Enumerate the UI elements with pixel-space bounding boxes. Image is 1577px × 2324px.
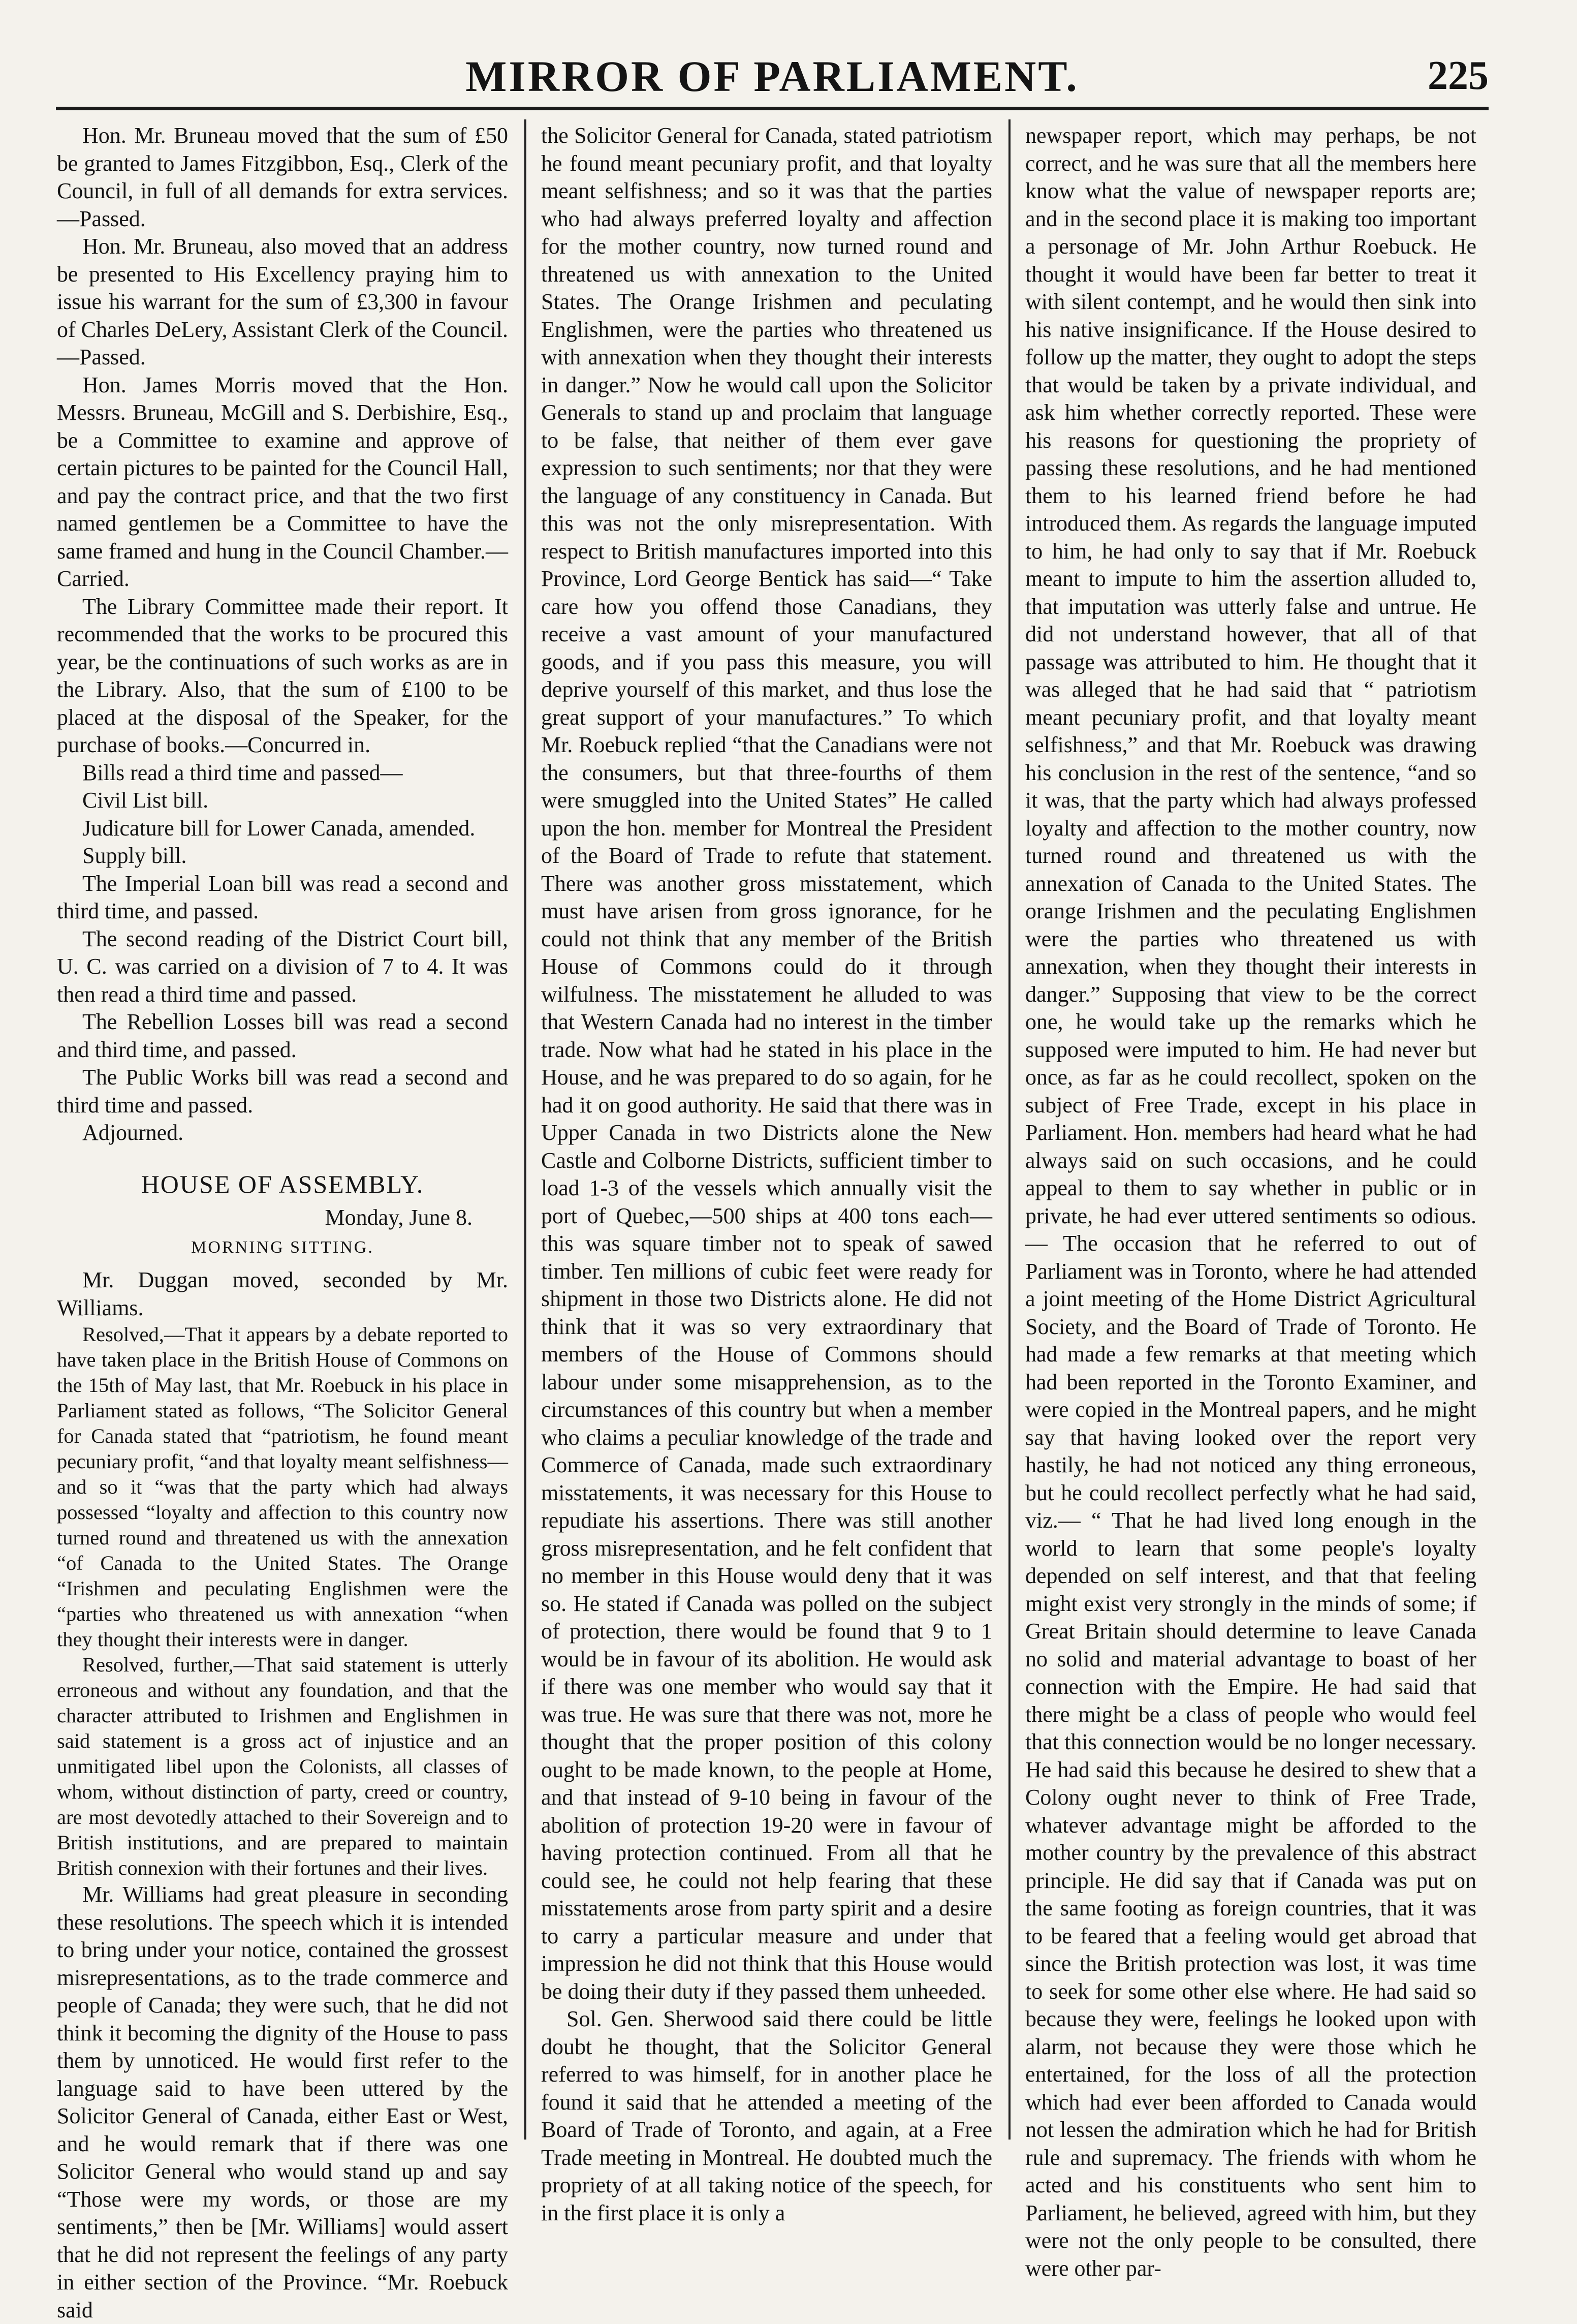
running-title: MIRROR OF PARLIAMENT. [465,52,1079,101]
column-rule-right [1008,119,1011,2140]
column-2 [541,122,992,2225]
paragraph: Hon. James Morris moved that the Hon. Messrs. Bruneau, McGill and S. Derbishire, Esq., be a Committee to examine and approve of certain pictures to be painted for the Council Hall, and pay the contract price, and that the two first named gentlemen be a Committee to have the same framed and hung in the Council Chamber.—Carried. [57,372,508,591]
paragraph: The Library Committee made their report. It recommended that the works to be procured this year, be the continuations of such works as are in the Library. Also, that the sum of £100 to be placed at the disposal of the Speaker, for the purchase of books.—Concurred in. [57,594,508,757]
paragraph: Judicature bill for Lower Canada, amended. [82,815,476,841]
paragraph: Mr. Williams had great pleasure in seconding these resolutions. The speech which it is intended to bring under your notice, contained the grossest misrepresentations, as to the trade commerce and people of Canada; they were such, that he did not think it becoming the dignity of the House to pass them by unnoticed. He would first refer to the language said to have been uttered by the Solicitor General of Canada, either East or West, and he would remark that if there was one Solicitor General who would stand up and say “Those were my words, or those are my sentiments,” then be [Mr. Williams] would assert that he did not represent the feelings of any party in either section of the Province. “Mr. Roebuck said [57,1882,508,2322]
resolution-2: Resolved, further,—That said statement is utterly erroneous and without any foundation, and that the character attributed to Irishmen and Englishmen in said statement is a gross act of injustice and an unmitigated libel upon the Colonists, all classes of whom, without distinction of party, creed or country, are most devotedly attached to their Sovereign and to British institutions, and are prepared to maintain British connexion with their fortunes and their lives. [57,1653,508,1879]
page-header [56,46,1489,110]
column-1 [57,122,508,2322]
section-heading: HOUSE OF ASSEMBLY. [141,1169,424,1198]
paragraph: The Public Works bill was read a second and third time and passed. [57,1065,508,1118]
paragraph: Hon. Mr. Bruneau, also moved that an address be presented to His Excellency praying him to issue his warrant for the sum of £3,300 in favour of Charles DeLery, Assistant Clerk of the Council.—Passed. [57,234,508,369]
sitting-date: Monday, June 8. [325,1205,472,1230]
column-rule-left [524,119,526,2140]
paragraph: Hon. Mr. Bruneau moved that the sum of £50 be granted to James Fitzgibbon, Esq., Clerk of the Council, in full of all demands for extra services.—Passed. [57,123,508,231]
sitting-subheading: MORNING SITTING. [191,1237,374,1257]
paragraph: Sol. Gen. Sherwood said there could be little doubt he thought, that the Solicitor General referred to was himself, for in another place he found it said that he attended a meeting of the Board of Trade of Toronto, and again, at a Free Trade meeting in Montreal. He doubted much the propriety of at all taking notice of the speech, for in the first place it is only a [541,2006,992,2225]
paragraph: The Rebellion Losses bill was read a second and third time, and passed. [57,1009,508,1062]
paragraph: the Solicitor General for Canada, stated patriotism he found meant pecuniary profit, and that loyalty meant selfishness; and so it was that the parties who had always preferred loyalty and affection for the mother country, now turned round and threatened us with annexation to the United States. The Orange Irishmen and peculating Englishmen, were the parties who threatened us with annexation when they thought their interests in danger.” Now he would call upon the Solicitor Generals to stand up and proclaim that language to be false, that neither of them ever gave expression to such sentiments; nor that they were the language of any constituency in Canada. But this was not the only misrepresentation. With respect to British manufactures imported into this Province, Lord George Bentick has said—“ Take care how you offend those Canadians, they receive a vast amount of your manufactured goods, and if you pass this measure, you will deprive yourself of this market, and thus lose the great support of your manufactures.” To which Mr. Roebuck replied “that the Canadians were not the consumers, but that three-fourths of them were smuggled into the United States” He called upon the hon. member for Montreal the President of the Board of Trade to refute that statement. There was another gross misstatement, which must have arisen from gross ignorance, for he could not think that any member of the British House of Commons could do it through wilfulness. The misstatement he alluded to was that Western Canada had no interest in the timber trade. Now what had he stated in his place in the House, and he was prepared to do so again, for he had it on good authority. He said that there was in Upper Canada in two Districts alone the New Castle and Colborne Districts, sufficient timber to load 1-3 of the vessels which annually visit the port of Quebec,—500 ships at 400 tons each—this was square timber not to speak of sawed timber. Ten millions of cubic feet were ready for shipment in those two Districts alone. He did not think that it was so very extraordinary that members of the House of Commons should labour under some misapprehension, as to the circumstances of this country but when a member who claims a peculiar knowledge of the trade and Commerce of Canada, made such extraordinary misstatements, it was necessary for this House to repudiate his assertions. There was still another gross misrepresentation, and he felt confident that no member in this House would deny that it was so. He stated if Canada was polled on the subject of protection, there would be found that 9 to 1 would be in favour of its abolition. He would ask if there was one member who would say that it was true. He was sure that there was not, more he thought that the proper position of this colony ought to be made known, to the people at Home, and that instead of 9-10 being in favour of the abolition of protection 19-20 were in favour of having protection continued. From all that he could see, he could not help fearing that these misstatements arose from party spirit and a desire to carry a particular measure and under that impression he did not think that this House would be doing their duty if they passed them unheeded. [541,123,992,2004]
paragraph: Civil List bill. [82,788,209,813]
page-number: 225 [1428,53,1489,98]
resolution-1: Resolved,—That it appears by a debate reported to have taken place in the British House of Commons on the 15th of May last, that Mr. Roebuck in his place in Parliament stated as follows, “The Solicitor General for Canada stated that “patriotism, he found meant pecuniary profit, “and that loyalty meant selfishness—and so it “was that the party which had always possessed “loyalty and affection to this country now turned round and threatened us with the annexation “of Canada to the United States. The Orange “Irishmen and peculating Englishmen were the “parties who threatened us with annexation “when they thought their interests were in danger. [57,1323,508,1651]
motion-paragraph: Mr. Duggan moved, seconded by Mr. Williams. [57,1267,508,1320]
paragraph: Bills read a third time and passed— [82,760,403,785]
paragraph: newspaper report, which may perhaps, be not correct, and he was sure that all the members here know what the value of newspaper reports are; and in the second place it is making too important a personage of Mr. John Arthur Roebuck. He thought it would have been far better to treat it with silent contempt, and he would then sink into his native insignificance. If the House desired to follow up the matter, they ought to adopt the steps that would be taken by a private individual, and ask him whether correctly reported. These were his reasons for questioning the propriety of passing these resolutions, and he had mentioned them to his learned friend before he had introduced them. As regards the language imputed to him, he had only to say that if Mr. Roebuck meant to impute to him the assertion alluded to, that imputation was utterly false and untrue. He did not understand however, that all of that passage was attributed to him. He thought that it was alleged that he had said that “ patriotism meant pecuniary profit, and that loyalty meant selfishness,” and that Mr. Roebuck was drawing his conclusion in the rest of the sentence, “and so it was, that the party which had always professed loyalty and affection to the mother country, now turned round and threatened us with the annexation of Canada to the United States. The orange Irishmen and the peculating Englishmen were the parties who threatened us with annexation, when they thought their interests in danger.” Supposing that view to be the correct one, he would take up the remarks which he supposed were imputed to him. He had never but once, as far as he could recollect, spoken on the subject of Free Trade, except in his place in Parliament. Hon. members had heard what he had always said on such occasions, and he could appeal to them to say whether in public or in private, he had ever uttered sentiments so odious.— The occasion that he referred to out of Parliament was in Toronto, where he had attended a joint meeting of the Home District Agricultural Society, and the Board of Trade of Toronto. He had made a few remarks at that meeting which had been reported in the Toronto Examiner, and were copied in the Montreal papers, and he might say that having looked over the report very hastily, he had not noticed any thing erroneous, but he could recollect perfectly what he had said, viz.— “ That he had lived long enough in the world to learn that some people's loyalty depended on self interest, and that that feeling might exist very strongly in the minds of some; if Great Britain should determine to leave Canada no solid and material advantage to boast of her connection with the Empire. He had said that there might be a class of people who would feel that this connection would be no longer necessary. He had said this because he desired to shew that a Colony ought never to think of Free Trade, whatever advantage might be afforded to the mother country by the prevalence of this abstract principle. He did say that if Canada was put on the same footing as foreign countries, that it was to be feared that a feeling would get abroad that since the British protection was lost, it was time to seek for some other else where. He had said so because they were, feelings he looked upon with alarm, not because they were those which he entertained, for the loss of all the protection which had ever been afforded to Canada would not lessen the admiration which he had for British rule and supremacy. The friends with whom he acted and his constituents who sent him to Parliament, he believed, agreed with him, but they were not the only people to be consulted, there were other par- [1025,123,1476,2281]
paragraph: Supply bill. [82,843,187,868]
paragraph: The second reading of the District Court bill, U. C. was carried on a division of 7 to 4. It was then read a third time and passed. [57,926,508,1007]
column-3 [1025,122,1476,2281]
paragraph: The Imperial Loan bill was read a second and third time, and passed. [57,871,508,923]
paragraph: Adjourned. [82,1120,184,1145]
